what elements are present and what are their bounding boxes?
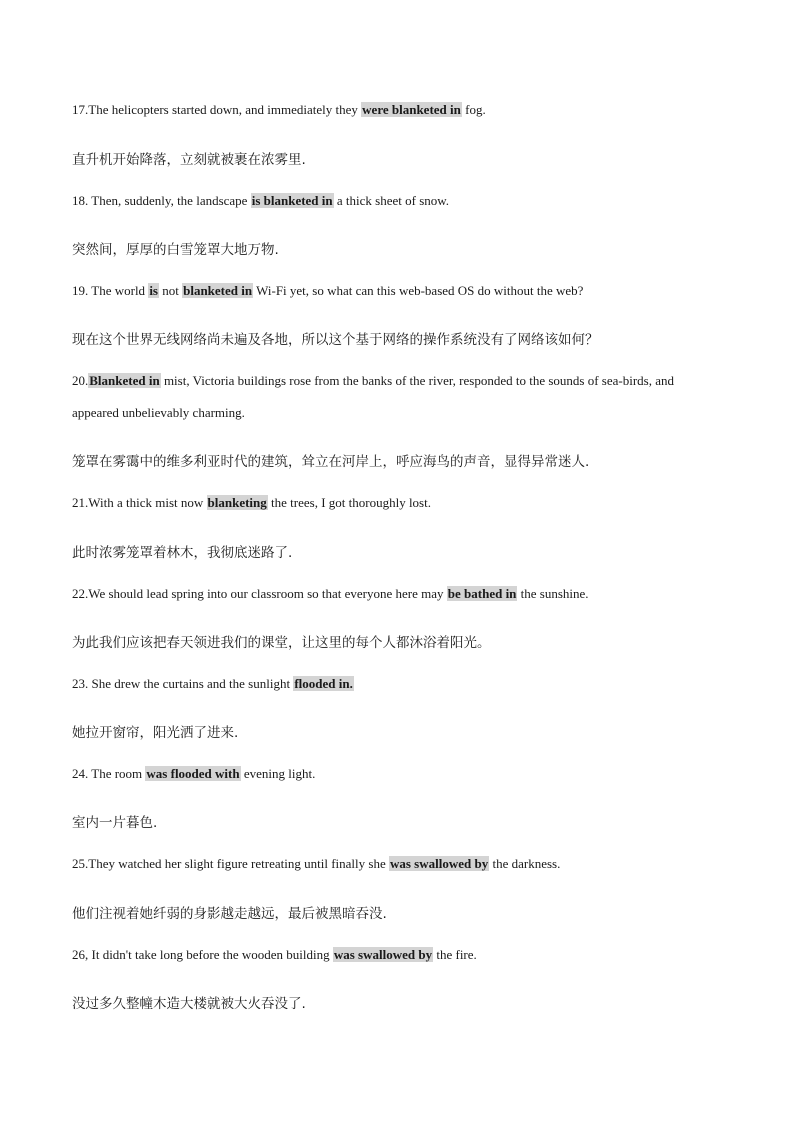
highlighted-phrase: was swallowed by <box>389 856 489 871</box>
sentence-text: the trees, I got thoroughly lost. <box>267 495 431 510</box>
sentence-text: the darkness. <box>489 856 561 871</box>
sentence-text: 18. Then, suddenly, the landscape <box>72 193 251 208</box>
sentence-text: 26, It didn't take long before the wooden building <box>72 947 333 962</box>
highlighted-phrase: blanketed in <box>183 283 253 298</box>
sentence-24-zh: 室内一片暮色. <box>72 815 158 831</box>
highlighted-phrase: Blanketed in <box>89 373 160 388</box>
sentence-text: the fire. <box>433 947 477 962</box>
sentence-21-en <box>72 495 732 511</box>
highlighted-phrase: was flooded with <box>146 766 240 781</box>
sentence-text: 25.They watched her slight figure retreating until finally she <box>72 856 389 871</box>
sentence-text: fog. <box>461 102 486 117</box>
sentence-text: 22.We should lead spring into our classroom so that everyone here may <box>72 586 447 601</box>
sentence-20-en-continued: appeared unbelievably charming. <box>72 405 245 420</box>
sentence-20-en <box>72 373 732 389</box>
sentence-23-zh: 她拉开窗帘，阳光洒了进来. <box>72 725 239 741</box>
sentence-22-zh: 为此我们应该把春天领进我们的课堂，让这里的每个人都沐浴着阳光。 <box>72 635 491 651</box>
sentence-text: 17.The helicopters started down, and immediately they <box>72 102 362 117</box>
highlighted-phrase: were blanketed in <box>362 102 461 117</box>
sentence-18-zh: 突然间，厚厚的白雪笼罩大地万物. <box>72 242 279 258</box>
sentence-text: 21.With a thick mist now <box>72 495 207 510</box>
sentence-text: Wi-Fi yet, so what can this web-based OS do without the web? <box>253 283 584 298</box>
sentence-text: evening light. <box>240 766 316 781</box>
highlighted-phrase: is blanketed in <box>251 193 333 208</box>
sentence-18-en <box>72 193 732 209</box>
sentence-26-en <box>72 947 732 963</box>
sentence-24-en <box>72 766 732 782</box>
sentence-text: mist, Victoria buildings rose from the banks of the river, responded to the sounds of sea-birds, and <box>160 373 674 388</box>
highlighted-phrase: blanketing <box>207 495 267 510</box>
highlighted-phrase: be bathed in <box>447 586 517 601</box>
sentence-19-en <box>72 283 732 299</box>
sentence-text: a thick sheet of snow. <box>333 193 450 208</box>
sentence-text: 20. <box>72 373 89 388</box>
sentence-26-zh: 没过多久整幢木造大楼就被大火吞没了. <box>72 996 306 1012</box>
sentence-text: not <box>158 283 183 298</box>
sentence-17-en <box>72 102 732 118</box>
sentence-25-zh: 他们注视着她纤弱的身影越走越远，最后被黑暗吞没. <box>72 906 387 922</box>
sentence-text: 24. The room <box>72 766 146 781</box>
sentence-23-en <box>72 676 732 692</box>
sentence-25-en <box>72 856 732 872</box>
sentence-text: 23. She drew the curtains and the sunlight <box>72 676 294 691</box>
highlighted-phrase: is <box>149 283 158 298</box>
sentence-17-zh: 直升机开始降落，立刻就被裹在浓雾里. <box>72 152 306 168</box>
sentence-text: 19. The world <box>72 283 149 298</box>
sentence-19-zh: 现在这个世界无线网络尚未遍及各地，所以这个基于网络的操作系统没有了网络该如何？ <box>72 332 599 348</box>
sentence-20-zh: 笼罩在雾霭中的维多利亚时代的建筑，耸立在河岸上，呼应海鸟的声音，显得异常迷人. <box>72 454 590 470</box>
sentence-22-en <box>72 586 732 602</box>
sentence-21-zh: 此时浓雾笼罩着林木，我彻底迷路了. <box>72 545 293 561</box>
highlighted-phrase: was swallowed by <box>333 947 433 962</box>
highlighted-phrase: flooded in. <box>294 676 353 691</box>
sentence-text: the sunshine. <box>517 586 589 601</box>
